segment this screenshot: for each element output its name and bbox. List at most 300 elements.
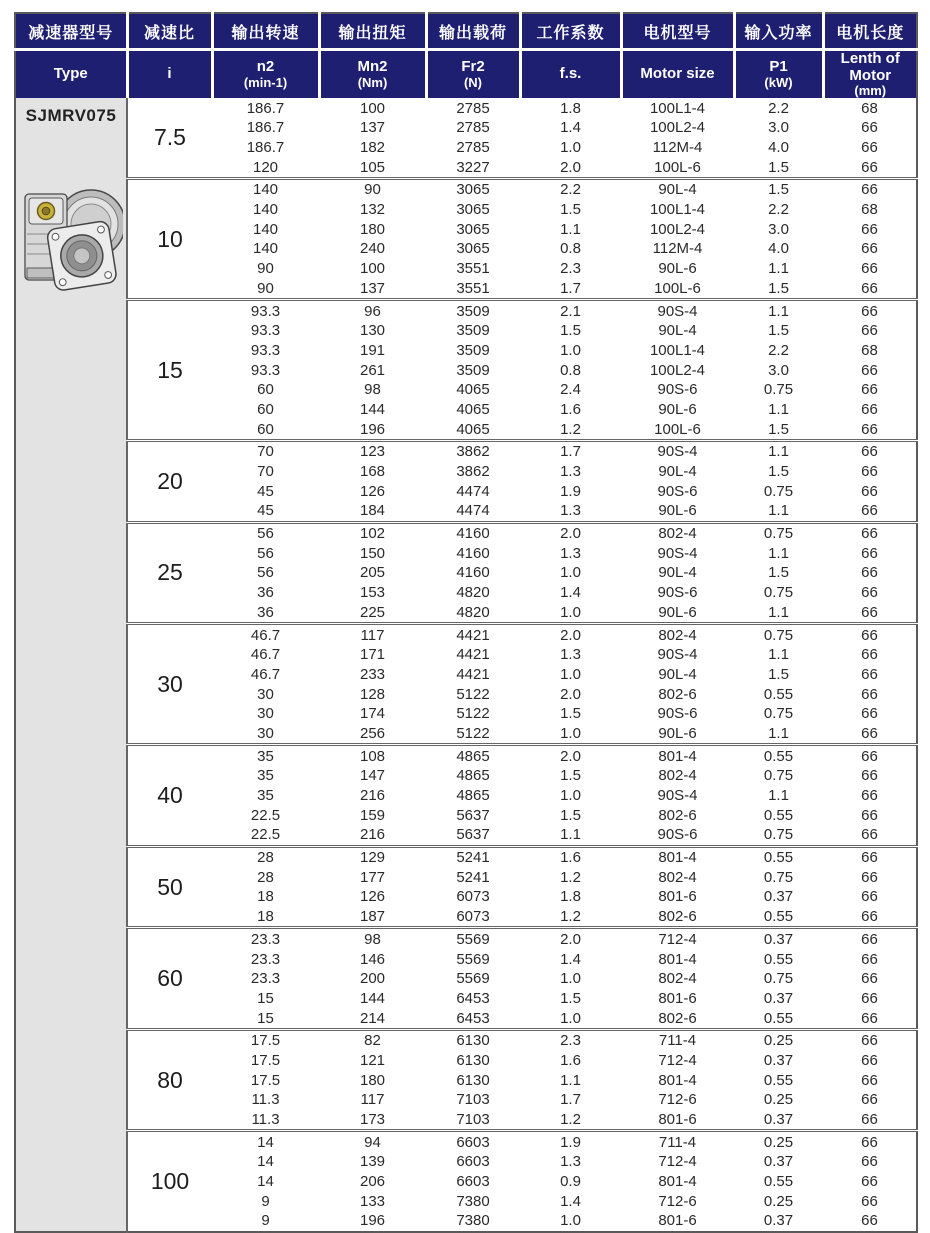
- fs-service-factor: 1.7: [560, 1091, 581, 1109]
- header-en-main: Type: [53, 65, 88, 83]
- fs-service-factor: 1.3: [560, 544, 581, 562]
- mn2-output-torque: 177: [359, 868, 386, 886]
- fr2-output-load: 5241: [456, 868, 490, 886]
- n2-output-speed: 56: [257, 544, 274, 562]
- motor-size: 90L-6: [658, 260, 697, 278]
- fs-service-factor: 1.0: [560, 341, 581, 359]
- n2-output-speed: 15: [257, 989, 274, 1007]
- fr2-output-load: 5122: [456, 724, 490, 742]
- mn2-output-torque: 200: [359, 970, 386, 988]
- motor-size: 100L1-4: [649, 341, 706, 359]
- ratio-value-10: 10: [127, 179, 212, 300]
- motor-size: 90L-6: [658, 724, 697, 742]
- fs-service-factor: 2.0: [520, 522, 621, 543]
- motor-length: 66: [861, 584, 878, 602]
- fr2-output-load: 6603: [456, 1173, 490, 1191]
- mn2-output-torque: 153: [359, 584, 386, 602]
- mn2-output-torque: 90: [319, 179, 426, 200]
- header-cn-4: 输出载荷: [426, 13, 520, 50]
- table-row: [15, 846, 917, 867]
- fr2-output-load: 2785: [456, 139, 490, 157]
- p1-input-power: 1.5: [768, 279, 789, 297]
- motor-size: 802-4: [658, 767, 697, 785]
- p1-input-power: 0.37: [763, 1153, 794, 1171]
- fr2-output-load: 3509: [456, 341, 490, 359]
- fr2-output-load: 4474: [456, 502, 490, 520]
- mn2-output-torque: 214: [359, 1009, 386, 1027]
- motor-length: 66: [861, 1153, 878, 1171]
- motor-size: 801-4: [621, 846, 734, 867]
- ratio-value-25: 25: [127, 522, 212, 623]
- motor-size: 90S-4: [657, 646, 698, 664]
- motor-size: 90L-6: [658, 502, 697, 520]
- motor-size: 802-4: [621, 624, 734, 645]
- motor-length: 66: [861, 544, 878, 562]
- table-body: [15, 98, 917, 1232]
- motor-length: 66: [861, 665, 878, 683]
- fr2-output-load: 3065: [456, 220, 490, 238]
- fr2-output-load: 3509: [456, 361, 490, 379]
- gearbox-product-image: [19, 172, 123, 347]
- mn2-output-torque: 100: [359, 260, 386, 278]
- model-name: SJMRV075: [25, 106, 117, 126]
- n2-output-speed: 120: [252, 158, 279, 176]
- p1-input-power: 0.25: [763, 1192, 794, 1210]
- motor-size: 801-4: [621, 745, 734, 766]
- header-en-main: Mn2: [357, 58, 388, 76]
- mn2-output-torque: 102: [319, 522, 426, 543]
- mn2-output-torque: 133: [359, 1192, 386, 1210]
- mn2-output-torque: 139: [359, 1153, 386, 1171]
- fr2-output-load: 4421: [456, 665, 490, 683]
- table-row: [15, 745, 917, 766]
- p1-input-power: 0.55: [763, 1071, 794, 1089]
- mn2-output-torque: 196: [359, 420, 386, 438]
- motor-size: 802-6: [658, 806, 697, 824]
- fs-service-factor: 1.5: [560, 201, 581, 219]
- n2-output-speed: 35: [212, 745, 319, 766]
- motor-size: 90S-6: [657, 482, 698, 500]
- fr2-output-load: 4865: [426, 745, 520, 766]
- n2-output-speed: 14: [257, 1153, 274, 1171]
- p1-input-power: 0.37: [763, 1212, 794, 1230]
- motor-length: 66: [861, 564, 878, 582]
- fs-service-factor: 1.4: [560, 584, 581, 602]
- n2-output-speed: 35: [257, 767, 274, 785]
- p1-input-power: 0.55: [763, 950, 794, 968]
- mn2-output-torque: 256: [359, 724, 386, 742]
- fs-service-factor: 1.3: [560, 1153, 581, 1171]
- motor-size: 90L-4: [658, 322, 697, 340]
- mn2-output-torque: 96: [319, 300, 426, 321]
- header-en-3: [319, 50, 426, 99]
- fr2-output-load: 4421: [426, 624, 520, 645]
- mn2-output-torque: 182: [359, 139, 386, 157]
- motor-length: 68: [861, 341, 878, 359]
- motor-length: 66: [861, 1212, 878, 1230]
- header-en-sub: (N): [463, 74, 483, 90]
- mn2-output-torque: 108: [319, 745, 426, 766]
- fs-service-factor: 1.5: [560, 806, 581, 824]
- n2-output-speed: 186.7: [246, 119, 285, 137]
- header-en-main: Lenth of Motor: [840, 50, 900, 84]
- mn2-output-torque: 191: [359, 341, 386, 359]
- n2-output-speed: 22.5: [250, 826, 281, 844]
- fs-service-factor: 0.8: [560, 240, 581, 258]
- ratio-value-80: 80: [127, 1029, 212, 1130]
- header-en-6: [621, 50, 734, 99]
- fs-service-factor: 1.1: [560, 1071, 581, 1089]
- mn2-output-torque: 205: [359, 564, 386, 582]
- header-cn-7: 输入功率: [734, 13, 823, 50]
- motor-size: 90S-4: [657, 544, 698, 562]
- table-row: [15, 300, 917, 321]
- mn2-output-torque: 216: [359, 787, 386, 805]
- n2-output-speed: 9: [261, 1192, 270, 1210]
- motor-length: 66: [861, 908, 878, 926]
- fr2-output-load: 4065: [456, 420, 490, 438]
- p1-input-power: 0.75: [763, 381, 794, 399]
- motor-size: 801-6: [658, 888, 697, 906]
- n2-output-speed: 186.7: [246, 139, 285, 157]
- motor-length: 66: [823, 928, 917, 949]
- motor-size: 90S-6: [657, 584, 698, 602]
- header-en-7: [734, 50, 823, 99]
- fs-service-factor: 1.0: [560, 603, 581, 621]
- ratio-value-15: 15: [127, 300, 212, 441]
- table-row: [15, 98, 917, 118]
- mn2-output-torque: 196: [359, 1212, 386, 1230]
- fr2-output-load: 7380: [456, 1212, 490, 1230]
- motor-size: 90L-4: [658, 665, 697, 683]
- mn2-output-torque: 121: [359, 1051, 386, 1069]
- p1-input-power: 1.5: [768, 564, 789, 582]
- header-en-4: [426, 50, 520, 99]
- p1-input-power: 1.1: [768, 724, 789, 742]
- fs-service-factor: 1.4: [560, 1192, 581, 1210]
- header-cn-6: 电机型号: [621, 13, 734, 50]
- header-en-2: [212, 50, 319, 99]
- fs-service-factor: 2.0: [520, 624, 621, 645]
- header-en-main: Fr2: [461, 58, 485, 76]
- motor-size: 90S-6: [657, 381, 698, 399]
- header-en-sub: (Nm): [357, 74, 388, 90]
- header-en-sub: (mm): [854, 83, 887, 98]
- p1-input-power: 2.2: [768, 201, 789, 219]
- mn2-output-torque: 137: [359, 119, 386, 137]
- mn2-output-torque: 233: [359, 665, 386, 683]
- mn2-output-torque: 187: [359, 908, 386, 926]
- p1-input-power: 0.55: [734, 745, 823, 766]
- p1-input-power: 0.25: [763, 1091, 794, 1109]
- motor-length: 66: [861, 463, 878, 481]
- fr2-output-load: 6130: [426, 1029, 520, 1050]
- fs-service-factor: 1.3: [560, 463, 581, 481]
- fs-service-factor: 1.0: [560, 139, 581, 157]
- p1-input-power: 0.37: [763, 989, 794, 1007]
- n2-output-speed: 45: [257, 502, 274, 520]
- motor-length: 66: [861, 989, 878, 1007]
- header-cn-8: 电机长度: [823, 13, 917, 50]
- motor-length: 66: [861, 482, 878, 500]
- motor-length: 66: [861, 1173, 878, 1191]
- fs-service-factor: 1.0: [560, 724, 581, 742]
- fs-service-factor: 1.2: [560, 420, 581, 438]
- p1-input-power: 0.75: [763, 705, 794, 723]
- p1-input-power: 1.1: [768, 400, 789, 418]
- fs-service-factor: 1.0: [560, 564, 581, 582]
- fr2-output-load: 4820: [456, 603, 490, 621]
- motor-size: 801-6: [658, 1212, 697, 1230]
- motor-size: 90S-4: [621, 440, 734, 461]
- motor-length: 66: [861, 685, 878, 703]
- fr2-output-load: 5241: [426, 846, 520, 867]
- motor-length: 66: [861, 950, 878, 968]
- fr2-output-load: 4421: [456, 646, 490, 664]
- n2-output-speed: 93.3: [250, 341, 281, 359]
- fs-service-factor: 1.5: [560, 322, 581, 340]
- n2-output-speed: 140: [252, 220, 279, 238]
- motor-size: 100L1-4: [649, 201, 706, 219]
- header-cn-3: 输出扭矩: [319, 13, 426, 50]
- fr2-output-load: 4160: [456, 544, 490, 562]
- motor-size: 90S-4: [657, 787, 698, 805]
- n2-output-speed: 18: [257, 908, 274, 926]
- fs-service-factor: 1.2: [560, 1111, 581, 1129]
- p1-input-power: 1.5: [768, 420, 789, 438]
- n2-output-speed: 11.3: [251, 1091, 280, 1109]
- header-en-sub: (min-1): [243, 74, 288, 90]
- ratio-value-100: 100: [127, 1131, 212, 1232]
- motor-length: 66: [861, 322, 878, 340]
- p1-input-power: 0.55: [763, 806, 794, 824]
- table-row: [15, 440, 917, 461]
- header-en-main: Motor size: [640, 65, 715, 83]
- reducer-spec-table: [14, 12, 918, 1233]
- p1-input-power: 1.1: [768, 544, 789, 562]
- front-flange-plate: [46, 221, 117, 292]
- fr2-output-load: 4865: [456, 787, 490, 805]
- n2-output-speed: 93.3: [250, 322, 281, 340]
- motor-size: 802-4: [658, 868, 697, 886]
- fr2-output-load: 5122: [456, 685, 490, 703]
- ratio-value-7.5: 7.5: [154, 124, 186, 151]
- ratio-value-30: 30: [127, 624, 212, 745]
- motor-size: 802-4: [621, 522, 734, 543]
- mn2-output-torque: 98: [364, 381, 381, 399]
- motor-length: 66: [861, 139, 878, 157]
- fr2-output-load: 4820: [456, 584, 490, 602]
- mn2-output-torque: 100: [359, 99, 386, 117]
- fr2-output-load: 3551: [456, 279, 490, 297]
- p1-input-power: 1.1: [734, 440, 823, 461]
- fr2-output-load: 6073: [456, 908, 490, 926]
- motor-length: 66: [861, 1009, 878, 1027]
- n2-output-speed: 35: [257, 787, 274, 805]
- motor-size: 802-6: [658, 685, 697, 703]
- fr2-output-load: 6453: [456, 1009, 490, 1027]
- motor-length: 66: [861, 381, 878, 399]
- mn2-output-torque: 147: [359, 767, 386, 785]
- mn2-output-torque: 150: [359, 544, 386, 562]
- p1-input-power: 0.75: [763, 767, 794, 785]
- p1-input-power: 0.75: [763, 482, 794, 500]
- motor-size: 100L2-4: [649, 361, 706, 379]
- n2-output-speed: 90: [257, 279, 274, 297]
- fs-service-factor: 1.1: [560, 826, 581, 844]
- motor-size: 90L-6: [658, 400, 697, 418]
- mn2-output-torque: 117: [360, 1091, 385, 1109]
- ratio-value-60: 60: [127, 928, 212, 1029]
- p1-input-power: 4.0: [768, 139, 789, 157]
- motor-length: 66: [861, 279, 878, 297]
- motor-size: 100L2-4: [649, 220, 706, 238]
- n2-output-speed: 46.7: [250, 646, 281, 664]
- fs-service-factor: 1.0: [560, 970, 581, 988]
- fs-service-factor: 1.7: [520, 440, 621, 461]
- header-cn-5: 工作系数: [520, 13, 621, 50]
- fs-service-factor: 1.9: [520, 1131, 621, 1152]
- table-row: [15, 928, 917, 949]
- fr2-output-load: 7380: [456, 1192, 490, 1210]
- motor-length: 66: [861, 767, 878, 785]
- header-en-0: [15, 50, 127, 99]
- fr2-output-load: 4160: [456, 564, 490, 582]
- fs-service-factor: 1.2: [560, 868, 581, 886]
- mn2-output-torque: 94: [319, 1131, 426, 1152]
- fr2-output-load: 5122: [456, 705, 490, 723]
- n2-output-speed: 36: [257, 603, 274, 621]
- motor-size: 712-6: [658, 1091, 697, 1109]
- header-en-sub: (kW): [764, 74, 793, 90]
- mn2-output-torque: 184: [359, 502, 386, 520]
- motor-size: 802-6: [658, 1009, 697, 1027]
- header-en-main: i: [167, 65, 172, 83]
- fs-service-factor: 1.1: [560, 220, 581, 238]
- fs-service-factor: 1.6: [560, 1051, 581, 1069]
- p1-input-power: 0.75: [763, 826, 794, 844]
- mn2-output-torque: 105: [359, 158, 386, 176]
- ratio-value-20: 20: [127, 440, 212, 522]
- motor-size: 90L-4: [658, 463, 697, 481]
- ratio-value-50: 50: [127, 846, 212, 928]
- fr2-output-load: 3862: [456, 463, 490, 481]
- n2-output-speed: 11.3: [251, 1111, 280, 1129]
- motor-size: 90S-6: [657, 705, 698, 723]
- n2-output-speed: 9: [261, 1212, 270, 1230]
- fs-service-factor: 1.3: [560, 502, 581, 520]
- fs-service-factor: 1.8: [560, 888, 581, 906]
- fs-service-factor: 1.0: [560, 1212, 581, 1230]
- motor-size: 90L-4: [621, 179, 734, 200]
- n2-output-speed: 186.7: [246, 99, 285, 117]
- n2-output-speed: 90: [257, 260, 274, 278]
- n2-output-speed: 17.5: [250, 1071, 281, 1089]
- header-cn-2: 输出转速: [212, 13, 319, 50]
- motor-size: 801-4: [658, 1173, 697, 1191]
- table-row: [15, 1131, 917, 1152]
- motor-length: 66: [861, 724, 878, 742]
- motor-size: 802-4: [658, 970, 697, 988]
- n2-output-speed: 46.7: [212, 624, 319, 645]
- motor-length: 66: [861, 240, 878, 258]
- motor-size: 100L1-4: [649, 99, 706, 117]
- fs-service-factor: 1.5: [560, 705, 581, 723]
- fs-service-factor: 1.6: [560, 400, 581, 418]
- n2-output-speed: 56: [257, 564, 274, 582]
- motor-size: 712-4: [658, 1051, 697, 1069]
- motor-length: 66: [861, 420, 878, 438]
- fr2-output-load: 3227: [456, 158, 490, 176]
- table-row: [15, 179, 917, 200]
- motor-size: 90L-6: [658, 603, 697, 621]
- motor-size: 711-4: [621, 1131, 734, 1152]
- motor-length: 66: [861, 1071, 878, 1089]
- motor-length: 66: [861, 806, 878, 824]
- table-row: [15, 522, 917, 543]
- motor-size: 90S-6: [657, 826, 698, 844]
- fs-service-factor: 1.0: [560, 1009, 581, 1027]
- fr2-output-load: 4065: [456, 381, 490, 399]
- n2-output-speed: 18: [257, 888, 274, 906]
- p1-input-power: 0.55: [763, 1173, 794, 1191]
- motor-length: 66: [861, 970, 878, 988]
- fs-service-factor: 1.5: [560, 767, 581, 785]
- motor-size: 112M-4: [652, 240, 703, 258]
- fr2-output-load: 4160: [426, 522, 520, 543]
- p1-input-power: 2.2: [768, 99, 789, 117]
- p1-input-power: 1.5: [768, 665, 789, 683]
- fs-service-factor: 1.7: [560, 279, 581, 297]
- n2-output-speed: 15: [257, 1009, 274, 1027]
- fs-service-factor: 2.3: [520, 1029, 621, 1050]
- mn2-output-torque: 173: [359, 1111, 386, 1129]
- header-row-english: [15, 50, 917, 99]
- p1-input-power: 1.1: [768, 646, 789, 664]
- n2-output-speed: 22.5: [250, 806, 281, 824]
- motor-length: 66: [861, 705, 878, 723]
- motor-length: 66: [823, 624, 917, 645]
- p1-input-power: 0.55: [763, 685, 794, 703]
- motor-length: 66: [861, 868, 878, 886]
- fr2-output-load: 6603: [426, 1131, 520, 1152]
- header-en-5: [520, 50, 621, 99]
- p1-input-power: 0.37: [763, 1111, 794, 1129]
- mn2-output-torque: 144: [359, 989, 386, 1007]
- motor-size: 801-6: [658, 1111, 697, 1129]
- p1-input-power: 0.75: [734, 624, 823, 645]
- n2-output-speed: 17.5: [250, 1051, 281, 1069]
- fs-service-factor: 2.2: [520, 179, 621, 200]
- p1-input-power: 3.0: [768, 119, 789, 137]
- motor-length: 68: [861, 201, 878, 219]
- fr2-output-load: 3509: [426, 300, 520, 321]
- motor-length: 66: [861, 1051, 878, 1069]
- motor-length: 66: [861, 220, 878, 238]
- fs-service-factor: 2.0: [520, 928, 621, 949]
- n2-output-speed: 70: [257, 463, 274, 481]
- motor-length: 66: [823, 522, 917, 543]
- motor-length: 66: [861, 260, 878, 278]
- mn2-output-torque: 261: [359, 361, 386, 379]
- p1-input-power: 0.37: [763, 1051, 794, 1069]
- n2-output-speed: 140: [252, 201, 279, 219]
- mn2-output-torque: 126: [359, 888, 386, 906]
- fr2-output-load: 3509: [456, 322, 490, 340]
- fs-service-factor: 2.0: [560, 685, 581, 703]
- mn2-output-torque: 180: [359, 220, 386, 238]
- motor-length: 66: [861, 502, 878, 520]
